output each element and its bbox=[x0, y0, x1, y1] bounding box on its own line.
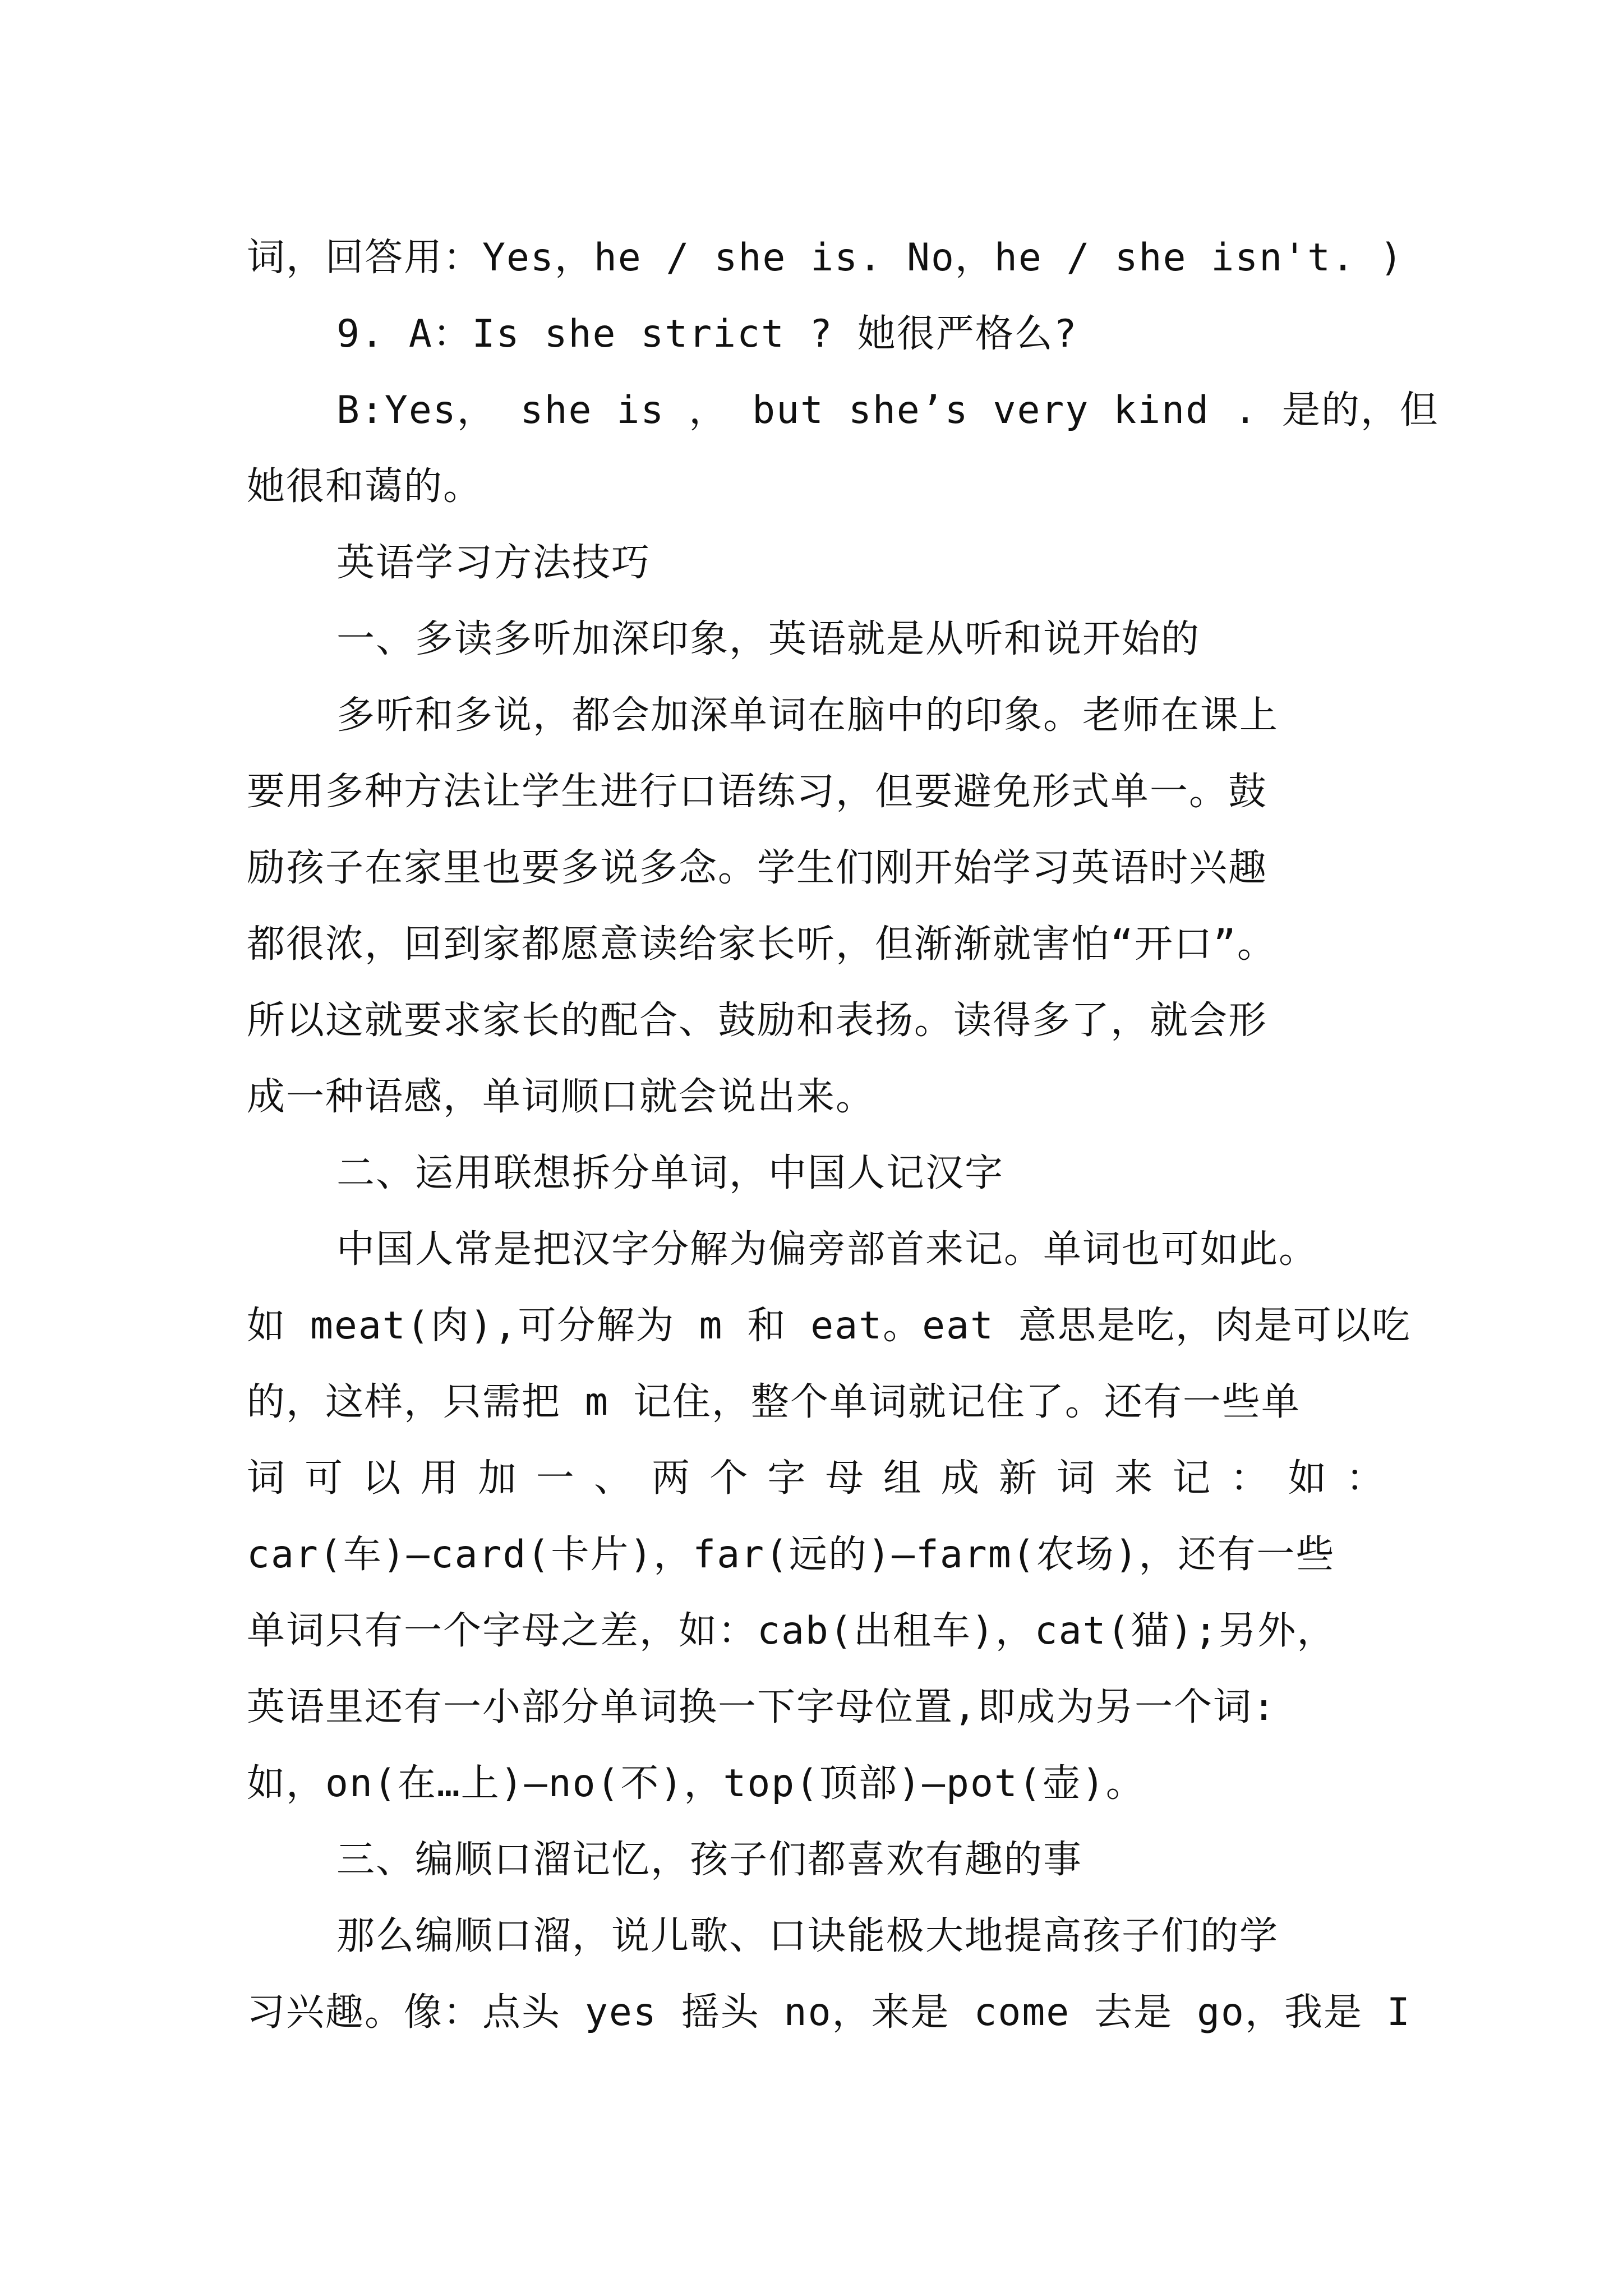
paragraph-2-line-8: 如，on(在…上)—no(不)，top(顶部)—pot(壶)。 bbox=[247, 1761, 1145, 1806]
paragraph-2-line-5: car(车)—card(卡片)，far(远的)—farm(农场)，还有一些 bbox=[247, 1533, 1335, 1577]
paragraph-3-line-2: 习兴趣。像：点头 yes 摇头 no，来是 come 去是 go，我是 I bbox=[247, 1990, 1411, 2035]
dialogue-question-9: 9. A：Is she strict ? 她很严格么? bbox=[336, 312, 1078, 356]
paragraph-1-line-1: 多听和多说，都会加深单词在脑中的印象。老师在课上 bbox=[336, 693, 1279, 738]
dialogue-answer-9: B:Yes， she is ， but she’s very kind . 是的，但 bbox=[336, 388, 1439, 432]
text-line-1: 词，回答用：Yes，he / she is. No，he / she isn't. ) bbox=[247, 236, 1404, 280]
paragraph-2-line-4: 词可以用加一、两个字母组成新词来记：如： bbox=[247, 1456, 1385, 1501]
section-title: 英语学习方法技巧 bbox=[336, 541, 651, 585]
paragraph-1-line-2: 要用多种方法让学生进行口语练习，但要避免形式单一。鼓 bbox=[247, 770, 1268, 814]
paragraph-2-line-3: 的，这样，只需把 m 记住，整个单词就记住了。还有一些单 bbox=[247, 1380, 1301, 1424]
paragraph-3-line-1: 那么编顺口溜，说儿歌、口诀能极大地提高孩子们的学 bbox=[336, 1914, 1279, 1958]
paragraph-1-line-5: 所以这就要求家长的配合、鼓励和表扬。读得多了，就会形 bbox=[247, 999, 1268, 1043]
text-line-4: 她很和蔼的。 bbox=[247, 464, 483, 509]
paragraph-2-line-7: 英语里还有一小部分单词换一下字母位置,即成为另一个词: bbox=[247, 1685, 1276, 1729]
document-page bbox=[247, 220, 1439, 2051]
heading-2: 二、运用联想拆分单词，中国人记汉字 bbox=[336, 1151, 1004, 1195]
heading-1: 一、多读多听加深印象，英语就是从听和说开始的 bbox=[336, 617, 1201, 661]
paragraph-2-line-6: 单词只有一个字母之差，如：cab(出租车)，cat(猫);另外， bbox=[247, 1609, 1336, 1653]
heading-3: 三、编顺口溜记忆，孩子们都喜欢有趣的事 bbox=[336, 1838, 1083, 1882]
paragraph-1-line-6: 成一种语感，单词顺口就会说出来。 bbox=[247, 1075, 875, 1119]
paragraph-1-line-3: 励孩子在家里也要多说多念。学生们刚开始学习英语时兴趣 bbox=[247, 846, 1268, 890]
paragraph-2-line-1: 中国人常是把汉字分解为偏旁部首来记。单词也可如此。 bbox=[336, 1227, 1318, 1272]
paragraph-1-line-4: 都很浓，回到家都愿意读给家长听，但渐渐就害怕“开口”。 bbox=[247, 922, 1276, 967]
paragraph-2-line-2: 如 meat(肉),可分解为 m 和 eat。eat 意思是吃，肉是可以吃 bbox=[247, 1304, 1411, 1348]
